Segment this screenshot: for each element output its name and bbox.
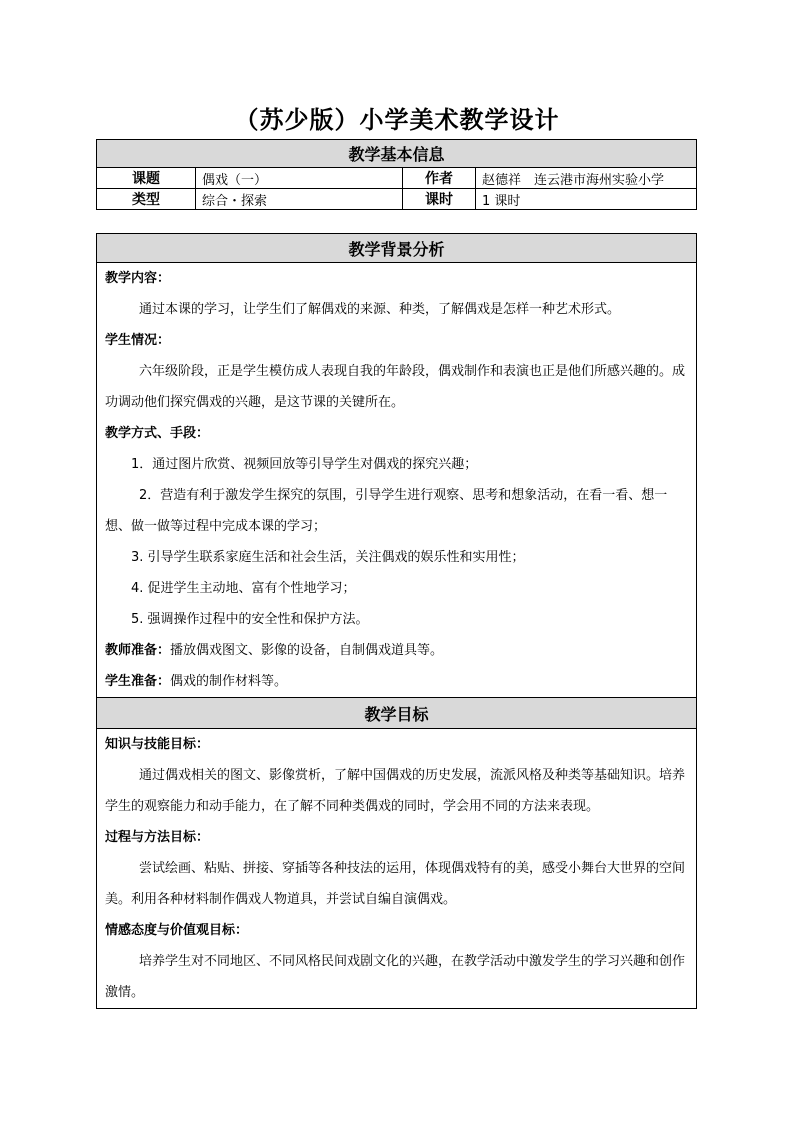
page-title: （苏少版）小学美术教学设计 — [234, 106, 560, 134]
label-type: 类型 — [97, 189, 196, 210]
teacher-prep-text: 播放偶戏图文、影像的设备，自制偶戏道具等。 — [170, 643, 444, 658]
label-topic: 课题 — [97, 168, 196, 189]
goals-header: 教学目标 — [97, 698, 697, 729]
process-heading: 过程与方法目标： — [105, 830, 210, 845]
content-heading: 教学内容： — [105, 271, 171, 286]
method-item-5: 5. 强调操作过程中的安全性和保护方法。 — [131, 612, 369, 627]
process-text: 尝试绘画、粘贴、拼接、穿插等各种技法的运用，体现偶戏特有的美，感受小舞台大世界的空间美。利用各种材料制作偶戏人物道具，并尝试自编自演偶戏。 — [105, 861, 686, 907]
method-item-1: 1．通过图片欣赏、视频回放等引导学生对偶戏的探究兴趣； — [131, 457, 478, 472]
knowledge-text: 通过偶戏相关的图文、影像赏析，了解中国偶戏的历史发展，流派风格及种类等基础知识。培养学生的观察能力和动手能力，在了解不同种类偶戏的同时，学会用不同的方法来表现。 — [105, 768, 686, 814]
basic-info-header: 教学基本信息 — [97, 140, 697, 168]
teacher-prep — [97, 635, 696, 666]
knowledge-heading: 知识与技能目标： — [105, 737, 210, 752]
basic-info-table — [96, 139, 697, 210]
method-item-3: 3. 引导学生联系家庭生活和社会生活，关注偶戏的娱乐性和实用性； — [131, 550, 525, 565]
method-heading: 教学方式、手段： — [105, 426, 210, 441]
emotion-heading: 情感态度与价值观目标： — [105, 923, 249, 938]
student-heading: 学生情况： — [105, 333, 171, 348]
lesson-design-table — [96, 233, 697, 1009]
background-header: 教学背景分析 — [97, 234, 697, 263]
label-periods: 课时 — [403, 189, 476, 210]
student-text: 六年级阶段，正是学生模仿成人表现自我的年龄段，偶戏制作和表演也正是他们所感兴趣的。成功调动他们探究偶戏的兴趣，是这节课的关键所在。 — [105, 364, 686, 410]
content-text: 通过本课的学习，让学生们了解偶戏的来源、种类，了解偶戏是怎样一种艺术形式。 — [139, 302, 621, 317]
student-prep — [97, 666, 696, 697]
value-type: 综合・探索 — [196, 189, 403, 210]
student-prep-text: 偶戏的制作材料等。 — [170, 674, 288, 689]
emotion-text: 培养学生对不同地区、不同风格民间戏剧文化的兴趣，在教学活动中激发学生的学习兴趣和创作激情。 — [105, 954, 686, 1000]
value-periods: 1 课时 — [476, 189, 697, 210]
teacher-prep-label: 教师准备： — [105, 643, 171, 658]
student-prep-label: 学生准备： — [105, 674, 171, 689]
value-topic: 偶戏（一） — [196, 168, 403, 189]
value-author: 赵德祥 连云港市海州实验小学 — [476, 168, 697, 189]
method-item-4: 4. 促进学生主动地、富有个性地学习； — [131, 581, 356, 596]
label-author: 作者 — [403, 168, 476, 189]
method-item-2: 2．营造有利于激发学生探究的氛围，引导学生进行观察、思考和想象活动，在看一看、想一想、做一做等过程中完成本课的学习； — [105, 488, 668, 534]
